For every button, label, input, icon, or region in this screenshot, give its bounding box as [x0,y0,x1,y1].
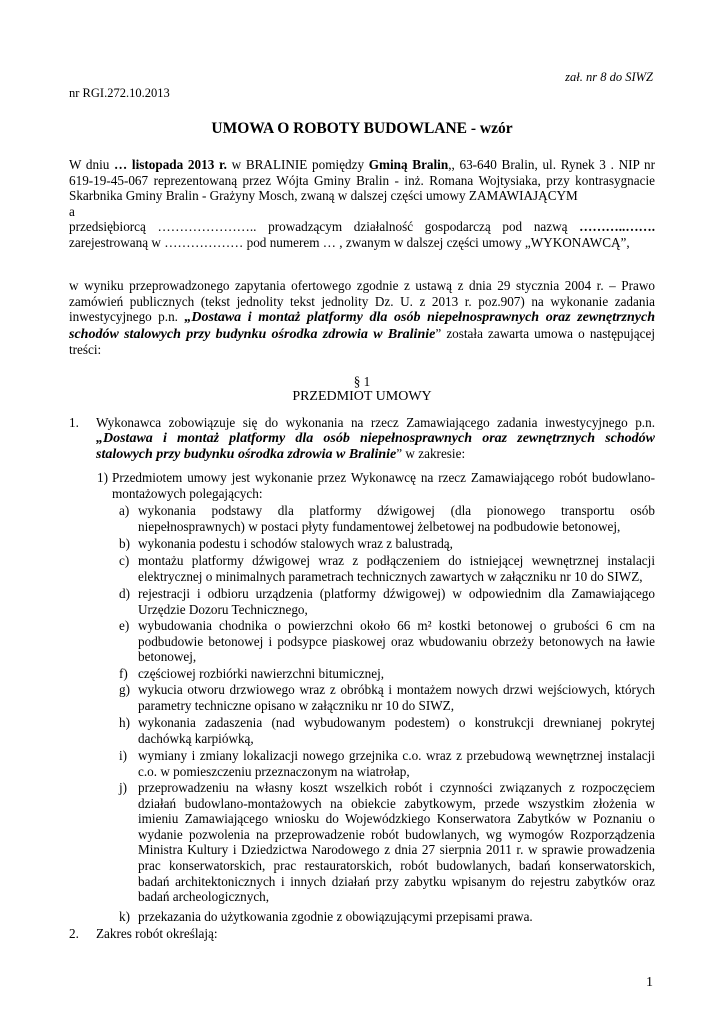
scope-item-text [138,909,655,925]
scope-item-line: wydanie pozwolenia na przeprowadzenie robót budowlanych, wg wymogów Rozporządzenia [138,826,655,842]
tender-line-3: inwestycyjnego p.n. „Dostawa i montaż platformy dla osób niepełnosprawnych oraz zewnętrznych [69,309,655,326]
tender-line-4: schodów stalowych przy budynku ośrodka zdrowia w Bralinie” została zawarta umowa o następującej [69,325,656,342]
scope-item-line: dachówką karpiówką, [138,730,254,746]
scope-item-label: a) [119,503,130,518]
scope-item-line: działań budowlano-montażowych na obiekcie zabytkowym, przede wszystkim złożenia w [138,795,655,811]
scope-item-label: f) [119,666,128,681]
scope-item-line: montażu platformy dźwigowej wraz z podłączeniem do istniejącej wewnętrznej instalacji [138,553,655,568]
document-title: UMOWA O ROBOTY BUDOWLANE - wzór [211,120,513,137]
intro-line-3: Skarbnika Gminy Bralin - Grażyny Mosch, zwaną w dalszej części umowy ZAMAWIAJĄCYM [69,188,578,204]
scope-item-line: c.o. w pomieszczeniu przeznaczonym na wiatrołap, [138,763,410,779]
tender-paragraph [69,278,655,358]
scope-item-line: podbudowie betonowej i podsypce piaskowej oraz wbudowaniu obrzeży betonowych na ławie [138,633,655,649]
point-2-text: Zakres robót określają: [96,926,218,941]
scope-item-text [138,715,655,746]
tender-line-5: treści: [69,342,102,358]
scope-item-line: parametry techniczne opisano w załączniku nr 10 do SIWZ, [138,697,455,713]
scope-item-label: k) [119,909,130,924]
intro-line-4: a [69,203,75,219]
scope-item-line: prac konserwatorskich, prac restauratorskich, robót budowlanych, badań konserwatorskich, [138,857,655,873]
scope-item-line: wykonania podstawy dla platformy dźwigowej (dla pionowego transportu osób [138,503,655,518]
intro-line-5: przedsiębiorcą ………………….. prowadzącym działalność gospodarczą pod nazwą ………..……. [69,219,655,235]
scope-item-text [138,536,655,552]
scope-item-line: imieniu Zamawiającego wniosku do Wojewódzkiego Konserwatora Zabytków w Poznaniu o [138,811,655,827]
section-heading: PRZEDMIOT UMOWY [292,389,432,404]
scope-item-text [138,503,655,534]
scope-item-text [138,748,655,779]
page-number: 1 [646,975,653,990]
point-1-line-2: „Dostawa i montaż platformy dla osób niepełnosprawnych oraz zewnętrznych schodów [96,430,655,446]
scope-item-text [138,780,655,905]
sub-1-line-2: montażowych polegających: [112,485,263,501]
tender-line-1: w wyniku przeprowadzonego zapytania ofertowego zgodnie z ustawą z dnia 29 stycznia 2004 r. – Prawo [69,278,655,293]
scope-item-line: wymiany i zmiany lokalizacji nowego grzejnika c.o. wraz z przebudową wewnętrznej instalacji [138,748,655,763]
point-1-number: 1. [69,415,79,430]
scope-item-text [138,682,655,713]
scope-item-label: c) [119,553,130,568]
point-2-number: 2. [69,926,79,941]
sub-1-text [112,470,655,501]
scope-item-line: wykonania podestu i schodów stalowych wraz z balustradą, [138,536,453,551]
scope-item-text [138,553,655,584]
scope-item-text [138,618,655,665]
scope-item-label: b) [119,536,130,551]
scope-item-label: i) [119,748,128,763]
scope-item-line: przeprowadzeniu na własny koszt wszelkich robót i czynności związanych z rozpoczęciem [138,780,655,795]
point-1-line-1: Wykonawca zobowiązuje się do wykonania na rzecz Zamawiającego zadania inwestycyjnego p.n. [96,415,655,430]
scope-item-line: częściowej rozbiórki nawierzchni bitumicznej, [138,666,385,681]
scope-item-text [138,586,655,617]
sub-1-number: 1) [97,470,108,485]
scope-item-text [138,666,655,682]
attachment-label: zał. nr 8 do SIWZ [565,70,653,84]
intro-paragraph [69,157,655,251]
scope-item-label: g) [119,682,130,697]
scope-item-line: wykucia otworu drzwiowego wraz z obróbką i montażem nowych drzwi wejściowych, których [138,682,655,697]
section-mark: § 1 [353,374,371,389]
reference-number: nr RGI.272.10.2013 [69,86,170,100]
intro-line-6: zarejestrowaną w ……………… pod numerem … , zwanym w dalszej części umowy „WYKONAWCĄ”, [69,234,630,250]
scope-item-label: j) [119,780,128,795]
point-1-line-3: stalowych przy budynku ośrodka zdrowia w Bralinie” w zakresie: [96,446,466,463]
scope-item-line: rejestracji i odbioru urządzenia (platformy dźwigowej) w odpowiednim dla Zamawiającego [138,586,655,601]
scope-item-label: h) [119,715,130,730]
scope-item-label: d) [119,586,130,601]
intro-line-1: W dniu … listopada 2013 r. w BRALINIE pomiędzy Gminą Bralin,, 63-640 Bralin, ul. Rynek 3 . NIP nr [69,157,656,172]
point-1-text [96,415,655,463]
scope-item-line: badań archeologicznych, [138,889,270,905]
scope-item-line: przekazania do użytkowania zgodnie z obowiązującymi przepisami prawa. [138,909,533,924]
sub-1-line-1: Przedmiotem umowy jest wykonanie przez Wykonawcę na rzecz Zamawiającego robót budowlano- [112,470,655,485]
scope-item-line: Urzędzie Dozoru Technicznego, [138,601,308,617]
scope-item-line: wykonania zadaszenia (nad wybudowanym podestem) o konstrukcji drewnianej pokrytej [138,715,655,730]
scope-item-label: e) [119,618,130,633]
scope-item-line: niepełnosprawnych) w postaci płyty fundamentowej żelbetowej na podbudowie betonowej, [138,518,621,534]
scope-item-line: badań architektonicznych i innych działań przy zabytku wpisanym do rejestru zabytków oraz [138,873,655,889]
scope-item-line: betonowej, [138,649,197,665]
scope-item-line: elektrycznej o minimalnych parametrach technicznych zawartych w załączniku nr 10 do SIWZ, [138,568,643,584]
scope-item-line: wybudowania chodnika o powierzchni około 66 m² kostki betonowej o grubości 6 cm na [138,618,655,633]
tender-line-2: zamówień publicznych (tekst jednolity tekst jednolity Dz. U. z 2013 r. poz.907) na wykonanie zadania [69,293,655,309]
intro-line-2: 619-19-45-067 reprezentowaną przez Wójta Gminy Bralin - inż. Romana Wojtysiaka, przy kontrasygnacie [69,172,655,188]
scope-item-line: Ministra Kultury i Dziedzictwa Narodowego z dnia 27 sierpnia 2011 r. w sprawie prowadzenia [138,842,655,858]
